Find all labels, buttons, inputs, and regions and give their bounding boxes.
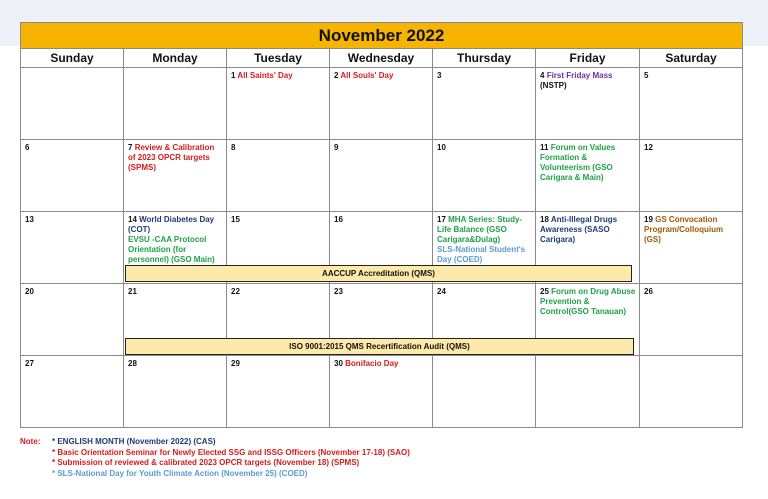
calendar-event: Review & Calibration of 2023 OPCR targets: [128, 143, 215, 162]
day-number: 7: [128, 143, 133, 152]
day-cell[interactable]: [124, 140, 227, 212]
day-cell[interactable]: [536, 68, 640, 140]
day-content: [640, 356, 742, 359]
day-number: 23: [334, 287, 343, 296]
day-content: [21, 68, 123, 71]
day-content: [640, 140, 742, 153]
aaccup-accreditation-banner: AACCUP Accreditation (QMS): [125, 265, 632, 282]
note-item: * Submission of reviewed & calibrated 2023 OPCR targets (November 18) (SPMS): [52, 458, 360, 467]
day-number: 27: [25, 359, 34, 368]
week-row: [21, 140, 743, 212]
day-number: 20: [25, 287, 34, 296]
day-number: 9: [334, 143, 339, 152]
calendar-event: Forum on Values Formation & Volunteerism (GSO Carigara & Main): [540, 143, 616, 182]
day-content: [124, 212, 226, 265]
iso-recertification-banner: ISO 9001:2015 QMS Recertification Audit (QMS): [125, 338, 634, 355]
day-content: [330, 140, 432, 153]
day-number: 30: [334, 359, 343, 368]
day-content: [536, 212, 639, 245]
day-number: 2: [334, 71, 339, 80]
day-cell[interactable]: [330, 356, 433, 428]
day-content: [227, 212, 329, 225]
day-content: [227, 140, 329, 153]
calendar-event: All Saints' Day: [237, 71, 293, 80]
day-cell[interactable]: [21, 284, 124, 356]
day-content: [640, 212, 742, 245]
day-content: [536, 140, 639, 183]
calendar-event: MHA Series: Study-Life Balance (GSO Carigara&Dulag): [437, 215, 523, 244]
notes-label: Note:: [20, 437, 41, 446]
day-cell[interactable]: [536, 356, 640, 428]
calendar-event: (NSTP): [540, 81, 567, 90]
day-number: 10: [437, 143, 446, 152]
day-content: [124, 68, 226, 71]
calendar-event: (SPMS): [128, 163, 156, 172]
day-number: 3: [437, 71, 442, 80]
day-number: 17: [437, 215, 446, 224]
day-cell[interactable]: [536, 140, 640, 212]
day-number: 28: [128, 359, 137, 368]
day-cell[interactable]: [330, 140, 433, 212]
day-number: 8: [231, 143, 236, 152]
day-cell[interactable]: [124, 356, 227, 428]
day-number: 21: [128, 287, 137, 296]
day-content: [640, 68, 742, 81]
calendar-event: Forum on Drug Abuse Prevention & Control(GSO Tanauan): [540, 287, 636, 316]
day-number: 29: [231, 359, 240, 368]
weekday-header: Friday: [536, 49, 640, 68]
day-content: [433, 212, 535, 265]
note-item: * SLS-National Day for Youth Climate Action (November 25) (COED): [52, 468, 308, 478]
week-row: [21, 356, 743, 428]
day-content: [21, 140, 123, 153]
day-cell[interactable]: [640, 212, 743, 284]
day-cell[interactable]: [640, 356, 743, 428]
calendar-event: All Souls' Day: [340, 71, 394, 80]
note-item: * ENGLISH MONTH (November 2022) (CAS): [52, 437, 216, 446]
day-cell[interactable]: [21, 140, 124, 212]
calendar-event: GS Convocation Program/Colloquium (GS): [644, 215, 724, 244]
day-content: [21, 284, 123, 297]
day-content: [21, 212, 123, 225]
day-number: 4: [540, 71, 545, 80]
day-cell[interactable]: [640, 284, 743, 356]
day-number: 18: [540, 215, 549, 224]
day-content: [536, 68, 639, 91]
weekday-header: Saturday: [640, 49, 743, 68]
day-number: 22: [231, 287, 240, 296]
day-content: [330, 284, 432, 297]
day-content: [536, 356, 639, 359]
day-number: 14: [128, 215, 137, 224]
day-content: [640, 284, 742, 297]
day-number: 24: [437, 287, 446, 296]
day-cell[interactable]: [124, 68, 227, 140]
calendar-event: Bonifacio Day: [345, 359, 399, 368]
weekday-header: Thursday: [433, 49, 536, 68]
day-content: [227, 284, 329, 297]
calendar-event: World Diabetes Day (COT): [128, 215, 215, 234]
day-number: 6: [25, 143, 30, 152]
day-number: 16: [334, 215, 343, 224]
day-number: 26: [644, 287, 653, 296]
day-content: [124, 284, 226, 297]
day-content: [124, 356, 226, 369]
calendar-grid: [20, 22, 743, 428]
day-cell[interactable]: [433, 68, 536, 140]
day-cell[interactable]: [21, 212, 124, 284]
day-cell[interactable]: [640, 140, 743, 212]
day-content: [433, 140, 535, 153]
day-cell[interactable]: [227, 140, 330, 212]
calendar-event: EVSU -CAA Protocol Orientation (for personnel) (GSO Main): [128, 235, 215, 264]
weekday-header: Monday: [124, 49, 227, 68]
note-item: * Basic Orientation Seminar for Newly Elected SSG and ISSG Officers (November 17-18) (SAO): [52, 447, 410, 457]
day-number: 19: [644, 215, 653, 224]
day-content: [227, 356, 329, 369]
day-content: [330, 212, 432, 225]
day-content: [330, 68, 432, 81]
day-cell[interactable]: [227, 356, 330, 428]
calendar-title: November 2022: [21, 23, 743, 49]
notes-list: [52, 437, 410, 479]
day-number: 13: [25, 215, 34, 224]
day-number: 11: [540, 143, 549, 152]
weekday-header: Tuesday: [227, 49, 330, 68]
calendar-event: SLS-National Student's Day (COED): [437, 245, 526, 264]
week-row: [21, 68, 743, 140]
day-content: [330, 356, 432, 369]
weekday-header-row: [21, 49, 743, 68]
day-content: [227, 68, 329, 81]
day-cell[interactable]: [640, 68, 743, 140]
weekday-header: Wednesday: [330, 49, 433, 68]
day-cell[interactable]: [433, 140, 536, 212]
day-number: 12: [644, 143, 653, 152]
day-cell[interactable]: [433, 356, 536, 428]
day-content: [536, 284, 639, 317]
day-number: 5: [644, 71, 649, 80]
day-cell[interactable]: [21, 68, 124, 140]
day-number: 15: [231, 215, 240, 224]
day-content: [433, 284, 535, 297]
day-number: 1: [231, 71, 236, 80]
day-cell[interactable]: [330, 68, 433, 140]
day-content: [21, 356, 123, 369]
calendar-event: Anti-Illegal Drugs Awareness (SASO Carigara): [540, 215, 618, 244]
day-cell[interactable]: [21, 356, 124, 428]
day-content: [433, 68, 535, 81]
day-cell[interactable]: [227, 68, 330, 140]
day-content: [124, 140, 226, 173]
calendar-event: First Friday Mass: [546, 71, 613, 80]
weekday-header: Sunday: [21, 49, 124, 68]
day-number: 25: [540, 287, 549, 296]
day-content: [433, 356, 535, 359]
